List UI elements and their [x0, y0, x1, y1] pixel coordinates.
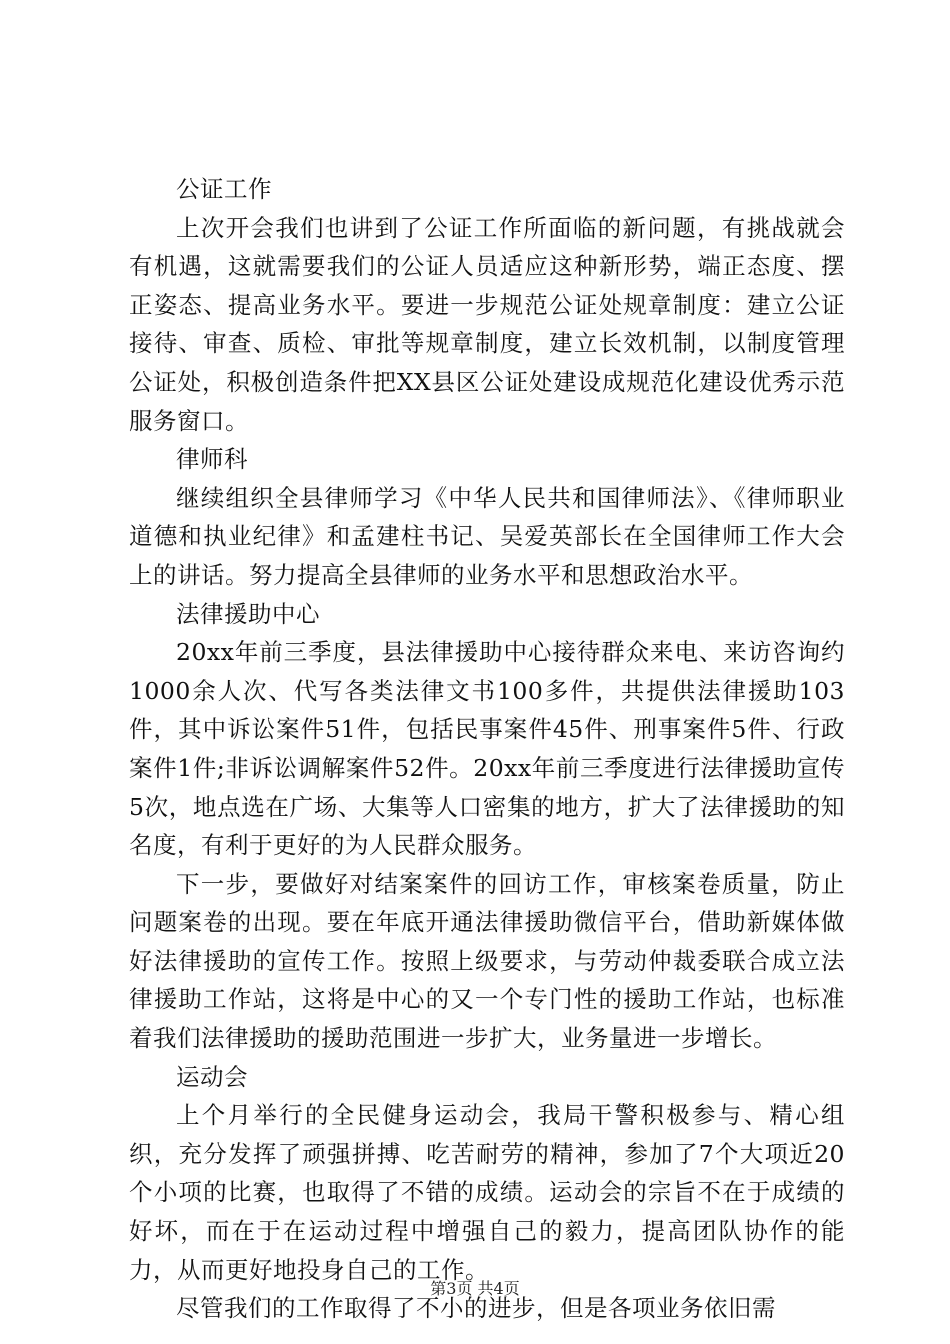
paragraph-conclusion-start: 尽管我们的工作取得了不小的进步，但是各项业务依旧需 [176, 1294, 776, 1323]
section-heading-legal-aid: 法律援助中心 [176, 599, 320, 628]
paragraph-legal-aid-next-steps: 下一步，要做好对结案案件的回访工作，审核案卷质量，防止问题案卷的出现。要在年底开通法律援助微信平台，借助新媒体做好法律援助的宣传工作。按照上级要求，与劳动仲裁委联合成立法律援助工作站，这将是中心的又一个专门性的援助工作站，也标准着我们法律援助的援助范围进一步扩大，业务量进一步增长。 [129, 869, 845, 1053]
page-footer: 第3页 共4页 [430, 1279, 520, 1298]
paragraph-lawyers: 继续组织全县律师学习《中华人民共和国律师法》、《律师职业道德和执业纪律》和孟建柱书记、吴爱英部长在全国律师工作大会上的讲话。努力提高全县律师的业务水平和思想政治水平。 [129, 483, 845, 589]
paragraph-legal-aid-stats: 20xx年前三季度，县法律援助中心接待群众来电、来访咨询约1000余人次、代写各类法律文书100多件，共提供法律援助103件，其中诉讼案件51件，包括民事案件45件、刑事案件5件、行政案件1件;非诉讼调解案件52件。20xx年前三季度进行法律援助宣传5次，地点选在广场、大集等人口密集的地方，扩大了法律援助的知名度，有利于更好的为人民群众服务。 [129, 638, 845, 860]
section-heading-lawyers: 律师科 [176, 445, 248, 474]
section-heading-sports-meet: 运动会 [176, 1062, 248, 1091]
paragraph-sports-meet: 上个月举行的全民健身运动会，我局干警积极参与、精心组织，充分发挥了顽强拼搏、吃苦耐劳的精神，参加了7个大项近20个小项的比赛，也取得了不错的成绩。运动会的宗旨不在于成绩的好坏，而在于在运动过程中增强自己的毅力，提高团队协作的能力，从而更好地投身自己的工作。 [129, 1101, 845, 1284]
section-heading-notary: 公证工作 [176, 175, 272, 203]
paragraph-notary: 上次开会我们也讲到了公证工作所面临的新问题，有挑战就会有机遇，这就需要我们的公证人员适应这种新形势，端正态度、摆正姿态、提高业务水平。要进一步规范公证处规章制度：建立公证接待、审查、质检、审批等规章制度，建立长效机制，以制度管理公证处，积极创造条件把XX县区公证处建设成规范化建设优秀示范服务窗口。 [129, 213, 845, 435]
document-body [129, 170, 845, 1328]
